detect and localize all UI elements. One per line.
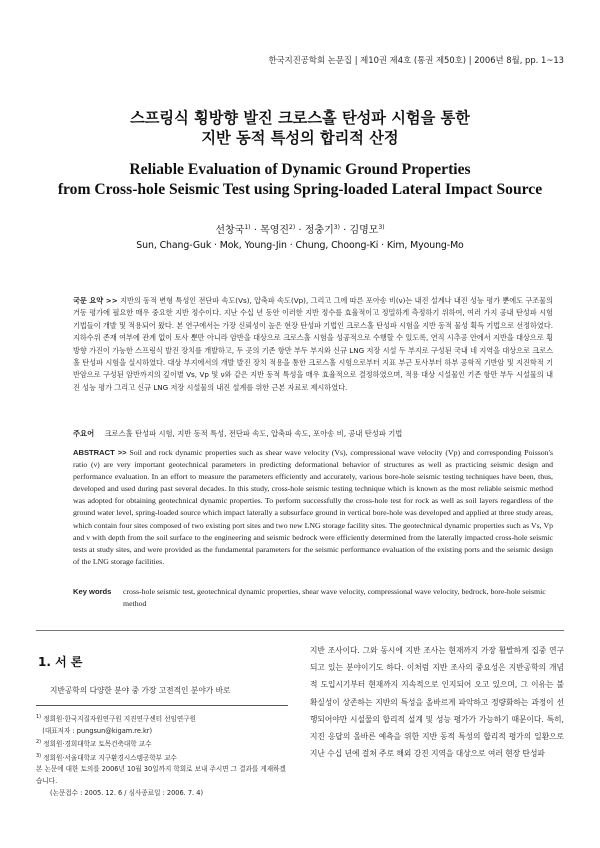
author-1-sup: 1) (244, 224, 251, 231)
abstract-english-text: Soil and rock dynamic properties such as shear wave velocity (Vs), compressional wave velocity (Vp) and corresponding Poisson's ratio (ν) are very important geotechnical parameters in predicting deformational behavior of structures as well as practicing seismic design and performance evaluation. In an effort to measure the parameters efficiently and accurately, various bore-hole seismic testing techniques have been, thus, developed and used during past several decades. In this study, cross-hole seismic testing technique which is known as the most reliable seismic method was adopted for obtaining geotechnical dynamic properties. To perform successfully the cross-hole test for rock as well as soil layers regardless of the ground water level, spring-loaded source which impact laterally a subsurface ground in vertical bore-hole was developed and applied at three study areas, which contain four sites composed of two existing port sites and two new LNG storage facility sites. The geotechnical dynamic properties such as Vs, Vp and ν with depth from the soil surface to the engineering and seismic bedrock were efficiently determined from the laterally impacted cross-hole seismic tests at study sites, and were provided as the fundamental parameters for the seismic performance evaluation of the existing ports and the seismic design of the LNG storage facilities. (73, 448, 554, 566)
footnote-3: $^{3)}$ 정회원·서울대학교 지구환경시스템공학부 교수 (36, 752, 177, 762)
keywords-english (73, 586, 553, 610)
title-english-line1: Reliable Evaluation of Dynamic Ground Properties (129, 161, 471, 178)
abstract-korean (73, 295, 553, 394)
footnotes (36, 712, 292, 799)
footnote-dates: (논문접수 : 2005. 12. 6 / 심사종료일 : 2006. 7. 4) (50, 788, 204, 797)
abstract-english (73, 447, 553, 568)
section-divider (36, 630, 564, 631)
footnote-1b: (대표저자 : pungsun@kigam.re.kr) (42, 726, 153, 735)
journal-date-pages: 2006년 8월, pp. 1~13 (474, 55, 564, 65)
intro-paragraph-right: 지반 조사이다. 그와 동시에 지반 조사는 현재까지 가장 활발하게 집중 연구되고 있는 분야이기도 하다. 이처럼 지반 조사의 중요성은 지반공학의 개념적 도입시기부터 현재까지 지속적으로 인지되어 오고 있으며, 그 이유는 불확실성이 상존하는 지반의 특성을 올바르게 파악하고 정량화하는 과정이 선행되어야만 시설물의 합리적 설계 및 성능 평가가 가능하기 때문이다. 특히, 지진 응답의 올바른 예측을 위한 지반 동적 특성의 합리적 평가의 일환으로 지난 수십 년에 걸쳐 주로 해외 강진 지역을 대상으로 여러 현장 탄성파 (310, 646, 564, 759)
keywords-korean-label: 주요어 (73, 429, 95, 438)
title-english-line2: from Cross-hole Seismic Test using Spring-loaded Lateral Impact Source (57, 181, 543, 198)
footnote-discussion: 본 논문에 대한 토의를 2006년 10월 30일까지 학회로 보내 주시면 그 결과를 게재하겠습니다. (36, 765, 286, 785)
author-3: 정충기 (304, 225, 334, 236)
author-3-sup: 3) (333, 224, 340, 231)
authors-english: Sun, Chang-Guk · Mok, Young-Jin · Chung, Choong-Ki · Kim, Myoung-Mo (136, 240, 464, 251)
author-1: 선창국 (215, 225, 245, 236)
journal-name: 한국지진공학회 논문집 (268, 55, 353, 65)
footnote-1: $^{1)}$ 정회원·한국지질자원연구원 지진연구센터 선임연구원 (36, 714, 197, 723)
intro-paragraph-left: 지반공학의 다양한 분야 중 가장 고전적인 분야가 바로 (50, 686, 231, 695)
keywords-korean-text: 크로스홀 탄성파 시험, 지반 동적 특성, 전단파 속도, 압축파 속도, 포아송 비, 공내 탄성파 기법 (104, 429, 403, 438)
abstract-korean-label: 국문 요약 >> (73, 296, 118, 305)
keywords-english-text: cross-hole seismic test, geotechnical dynamic properties, shear wave velocity, compressional wave velocity, bedrock, bore-hole seismic method (123, 587, 546, 609)
author-2: 목영진 (260, 225, 290, 236)
author-2-sup: 2) (289, 224, 296, 231)
title-korean-line2: 지반 동적 특성의 합리적 산정 (201, 129, 399, 147)
section-title-introduction: 1. 서 론 (38, 655, 83, 669)
abstract-english-label: ABSTRACT >> (73, 448, 127, 457)
keywords-korean (73, 428, 553, 440)
keywords-english-label: Key words (73, 587, 112, 596)
footnote-2: $^{2)}$ 정회원·경희대학교 토목건축대학 교수 (36, 739, 152, 749)
footnote-divider (36, 705, 288, 706)
authors-korean: 선창국$^{1)}$ · 목영진$^{2)}$ · 정충기$^{3)}$ · 김명모$^{3)}$ (215, 224, 385, 236)
author-4-sup: 3) (378, 224, 385, 231)
title-korean-line1: 스프링식 횡방향 발진 크로스홀 탄성파 시험을 통한 (130, 109, 470, 127)
journal-volume: 제10권 제4호 (통권 제50호) (360, 55, 467, 65)
title-korean (0, 108, 600, 148)
abstract-korean-text: 지반의 동적 변형 특성인 전단파 속도(Vs), 압축파 속도(Vp), 그리고 그에 따른 포아송 비(ν)는 내진 설계나 내진 성능 평가 뿐에도 구조물의 거동 평가에 필요한 매우 중요한 지반 정수이다. 지난 수십 년 동안 이러한 지반 정수를 효율적이고 정밀하게 측정하기 위하여, 여러 가지 공내 탄성파 시험 기법들이 개발 및 적용되어 왔다. 본 연구에서는 가장 신뢰성이 높은 현장 탄성파 기법인 크로스홀 탄성파 시험을 지반 동적 물성 획득 기법으로 선정하였다. 지하수위 존재 여부에 관계 없이 토사 뿐만 아니라 암반을 대상으로 크로스홀 시험을 성공적으로 수행할 수 있도록, 연직 시추공 안에서 지반을 대상으로 횡방향 가진이 가능한 스프링식 발진 장치를 개발하고, 두 곳의 기존 항만 부두 부지와 신규 LNG 저장 시설 두 부지로 구성된 국내 네 지역을 대상으로 크로스홀 탄성파 시험을 실시하였다. 대상 부지에서의 개발 발진 장치 적용을 통한 크로스홀 시험으로부터 지표 부근 토사부터 하부 공학적 기반암 및 지진학적 기반암으로 구성된 암반까지의 깊이별 Vs, Vp 및 ν와 같은 지반 동적 특성을 매우 효율적으로 결정하였으며, 적용 대상 시설물인 기존 항만 부두 시설물의 내진 성능 평가 그리고 신규 LNG 저장 시설물의 내진 설계를 위한 근본 자료로 제시하였다. (73, 296, 553, 392)
title-english (0, 160, 600, 200)
author-4: 김명모 (349, 225, 379, 236)
journal-header: 한국지진공학회 논문집 | 제10권 제4호 (통권 제50호) | 2006년 8월, pp. 1~13 (268, 55, 564, 65)
